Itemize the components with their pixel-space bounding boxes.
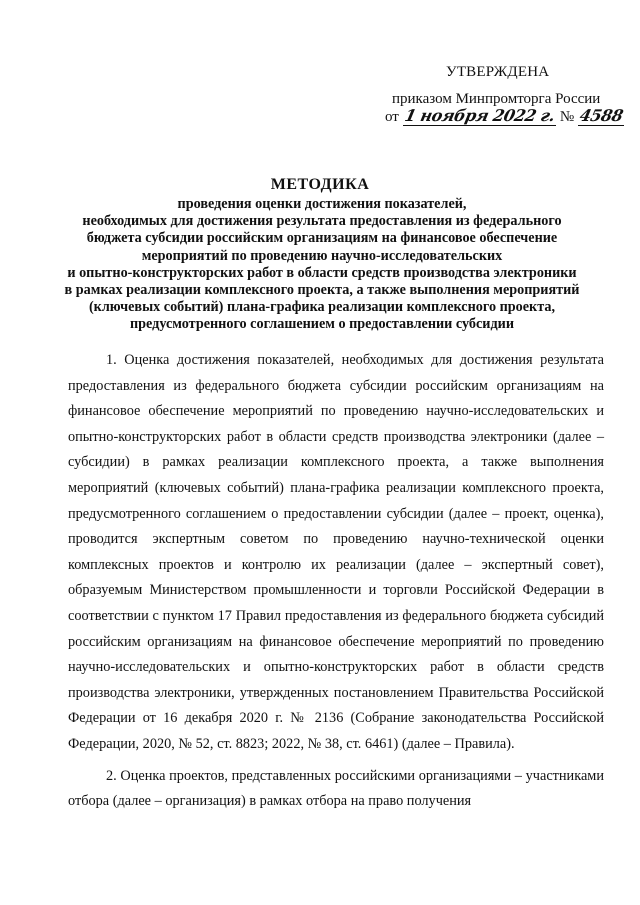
paragraph-2: 2. Оценка проектов, представленных российскими организациями – участниками отбора (далее – организация) в рамках отбора на право получения bbox=[68, 767, 604, 810]
approval-order-line bbox=[385, 106, 624, 126]
subtitle-line: проведения оценки достижения показателей, bbox=[177, 196, 467, 212]
document-subtitle bbox=[40, 196, 604, 334]
order-number-text: 4588 bbox=[577, 106, 625, 125]
subtitle-line: необходимых для достижения результата предоставления из федерального bbox=[82, 213, 562, 230]
order-from-label: от bbox=[385, 109, 399, 125]
subtitle-line: предусмотренного соглашением о предоставлении субсидии bbox=[129, 316, 515, 333]
document-title: МЕТОДИКА bbox=[270, 176, 370, 193]
approval-order-by: приказом Минпромторга России bbox=[392, 91, 601, 107]
subtitle-line: мероприятий по проведению научно-исследовательских bbox=[141, 247, 503, 264]
subtitle-line: и опытно-конструкторских работ в области средств производства электроники bbox=[67, 264, 577, 281]
document-body bbox=[68, 348, 604, 815]
order-number-handwritten bbox=[577, 106, 625, 126]
subtitle-line: в рамках реализации комплексного проекта, а также выполнения мероприятий bbox=[64, 282, 580, 299]
subtitle-line: (ключевых событий) плана-графика реализации комплексного проекта, bbox=[88, 299, 556, 316]
order-date-handwritten bbox=[402, 106, 557, 126]
approval-stamp-title: УТВЕРЖДЕНА bbox=[446, 64, 550, 80]
paragraph-1: 1. Оценка достижения показателей, необходимых для достижения результата предоставления из федерального бюджета субсидии российским организациям на финансовое обеспечение мероприятий по проведению научно-исследовательских и опытно-конструкторских работ в области средств производства электроники (далее – субсидии) в рамках реализации комплексного проекта, а также выполнения мероприятий (ключевых событий) плана-графика реализации комплексного проекта, предусмотренного соглашением о предоставлении субсидии (далее – проект, оценка), проводится экспертным советом по проведению научно-технической оценки комплексных проектов и контролю их реализации (далее – экспертный совет), образуемым Министерством промышленности и торговли Российской Федерации в соответствии с пунктом 17 Правил предоставления из федерального бюджета субсидий российским организациям на финансовое обеспечение мероприятий по проведению научно-исследовательских и опытно-конструкторских работ в области средств производства электроники, утвержденных постановлением Правительства Российской Федерации от 16 декабря 2020 г. № 2136 (Собрание законодательства Российской Федерации, 2020, № 52, ст. 8823; 2022, № 38, ст. 6461) (далее – Правила). bbox=[68, 352, 604, 752]
subtitle-line: бюджета субсидии российским организациям на финансовое обеспечение bbox=[86, 230, 558, 247]
order-number-label: № bbox=[559, 109, 575, 125]
order-date-text: 1 ноября 2022 г. bbox=[402, 106, 557, 125]
